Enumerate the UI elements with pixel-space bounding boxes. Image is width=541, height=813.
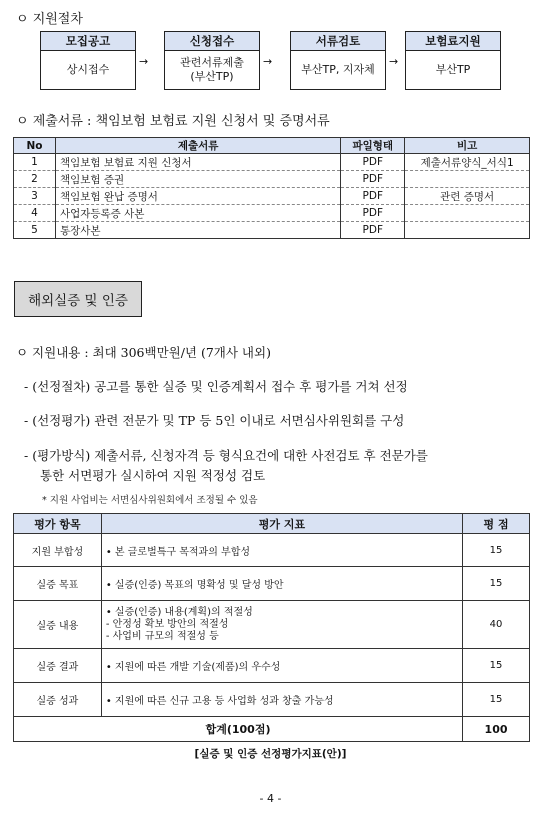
step-application xyxy=(164,31,260,90)
evaluation-score: 15 xyxy=(463,567,530,601)
evaluation-item: 실증 결과 xyxy=(14,649,102,683)
step-premium-support xyxy=(405,31,501,90)
step-head: 신청접수 xyxy=(165,32,259,51)
table-row xyxy=(14,567,530,601)
table-row xyxy=(14,534,530,567)
evaluation-item: 실증 내용 xyxy=(14,601,102,649)
file-type: PDF xyxy=(341,222,405,239)
row-number: 2 xyxy=(14,171,56,188)
selection-evaluation: - (선정평가) 관련 전문가 및 TP 등 5인 이내로 서면심사위원회를 구성 xyxy=(24,413,405,428)
document-name: 사업자등록증 사본 xyxy=(55,205,340,222)
document-name: 책임보험 보험료 지원 신청서 xyxy=(55,154,340,171)
column-header: 평가 지표 xyxy=(101,514,462,534)
evaluation-table xyxy=(13,513,530,742)
document-name: 통장사본 xyxy=(55,222,340,239)
total-score: 100 xyxy=(463,717,530,742)
column-header: 비고 xyxy=(405,138,530,154)
row-number: 4 xyxy=(14,205,56,222)
table-row xyxy=(14,188,530,205)
documents-table xyxy=(13,137,530,239)
column-header: 파일형태 xyxy=(341,138,405,154)
budget-note: * 지원 사업비는 서면심사위원회에서 조정될 수 있음 xyxy=(42,495,258,506)
table-row xyxy=(14,649,530,683)
column-header: No xyxy=(14,138,56,154)
column-header: 제출서류 xyxy=(55,138,340,154)
evaluation-indicator: • 실증(인증) 목표의 명확성 및 달성 방안 xyxy=(101,567,462,601)
remark xyxy=(405,171,530,188)
step-recruit xyxy=(40,31,136,90)
arrow-icon: → xyxy=(263,55,273,68)
evaluation-indicator: • 지원에 따른 신규 고용 등 사업화 성과 창출 가능성 xyxy=(101,683,462,717)
table-row xyxy=(14,154,530,171)
evaluation-score: 15 xyxy=(463,649,530,683)
document-name: 책임보험 증권 xyxy=(55,171,340,188)
row-number: 5 xyxy=(14,222,56,239)
row-number: 1 xyxy=(14,154,56,171)
table-caption: [실증 및 인증 선정평가지표(안)] xyxy=(194,748,347,760)
evaluation-score: 15 xyxy=(463,683,530,717)
selection-procedure: - (선정절차) 공고를 통한 실증 및 인증계획서 접수 후 평가를 거쳐 선정 xyxy=(24,379,408,394)
table-row xyxy=(14,601,530,649)
file-type: PDF xyxy=(341,171,405,188)
table-row xyxy=(14,222,530,239)
process-title: ㅇ 지원절차 xyxy=(16,12,83,27)
file-type: PDF xyxy=(341,205,405,222)
total-label: 합계(100점) xyxy=(14,717,463,742)
step-body: 관련서류제출 (부산TP) xyxy=(180,56,244,83)
evaluation-method: - (평가방식) 제출서류, 신청자격 등 형식요건에 대한 사전검토 후 전문가를 xyxy=(24,448,428,463)
table-row xyxy=(14,205,530,222)
documents-title: ㅇ 제출서류 : 책임보험 보험료 지원 신청서 및 증명서류 xyxy=(16,114,330,129)
evaluation-indicator: • 지원에 따른 개발 기술(제품)의 우수성 xyxy=(101,649,462,683)
column-header: 평가 항목 xyxy=(14,514,102,534)
evaluation-indicator: • 본 글로벌특구 목적과의 부합성 xyxy=(101,534,462,567)
total-row xyxy=(14,717,530,742)
evaluation-indicator: • 실증(인증) 내용(계획)의 적절성 - 안정성 확보 방안의 적절성 - 사업비 규모의 적절성 등 xyxy=(101,601,462,649)
document-name: 책임보험 완납 증명서 xyxy=(55,188,340,205)
row-number: 3 xyxy=(14,188,56,205)
step-body: 부산TP, 지자체 xyxy=(301,63,375,76)
evaluation-item: 실증 성과 xyxy=(14,683,102,717)
support-content: ㅇ 지원내용 : 최대 306백만원/년 (7개사 내외) xyxy=(16,345,271,360)
remark xyxy=(405,205,530,222)
arrow-icon: → xyxy=(389,55,399,68)
file-type: PDF xyxy=(341,188,405,205)
file-type: PDF xyxy=(341,154,405,171)
evaluation-item: 실증 목표 xyxy=(14,567,102,601)
table-row xyxy=(14,171,530,188)
evaluation-score: 40 xyxy=(463,601,530,649)
arrow-icon: → xyxy=(139,55,149,68)
remark: 관련 증명서 xyxy=(405,188,530,205)
page-number: - 4 - xyxy=(259,792,282,805)
section-heading: 해외실증 및 인증 xyxy=(14,281,142,317)
remark xyxy=(405,222,530,239)
column-header: 평 점 xyxy=(463,514,530,534)
table-row xyxy=(14,683,530,717)
remark: 제출서류양식_서식1 xyxy=(405,154,530,171)
step-head: 모집공고 xyxy=(41,32,135,51)
step-body: 상시접수 xyxy=(66,63,110,76)
evaluation-item: 지원 부합성 xyxy=(14,534,102,567)
step-head: 보험료지원 xyxy=(406,32,500,51)
evaluation-method-cont: 통한 서면평가 실시하여 지원 적정성 검토 xyxy=(40,468,266,483)
step-body: 부산TP xyxy=(435,63,471,76)
step-head: 서류검토 xyxy=(291,32,385,51)
step-review xyxy=(290,31,386,90)
evaluation-score: 15 xyxy=(463,534,530,567)
